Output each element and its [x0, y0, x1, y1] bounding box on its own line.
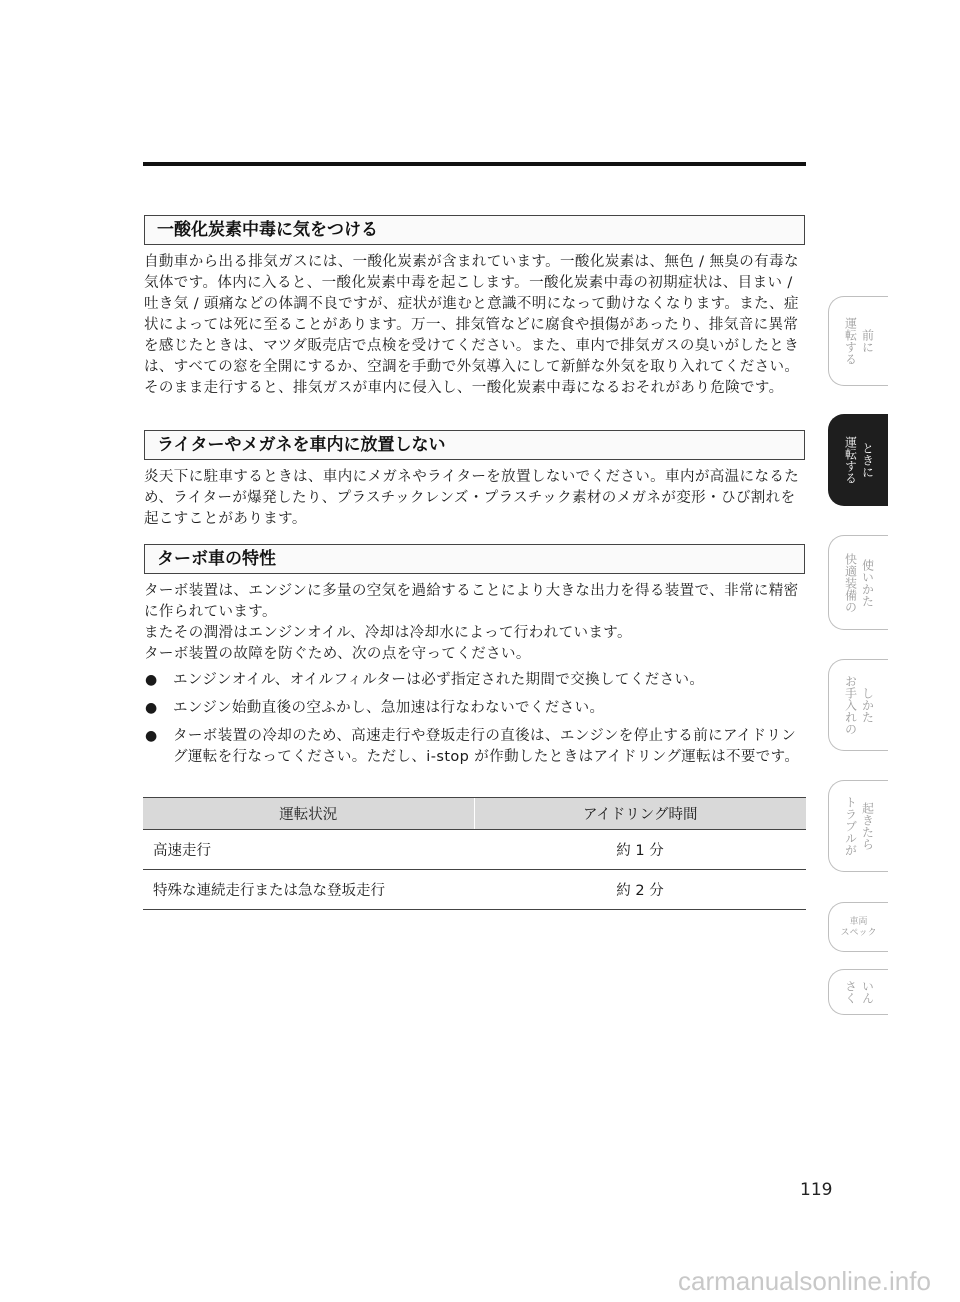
side-tab-label: 前に — [860, 329, 875, 353]
bullet-text: エンジンオイル、オイルフィルターは必ず指定された期間で交換してください。 — [173, 672, 705, 688]
turbo-instruction-line: ターボ装置の故障を防ぐため、次の点を守ってください。 — [144, 646, 531, 662]
list-item — [144, 670, 808, 691]
bullet-icon: ● — [145, 728, 158, 744]
watermark: carmanualsonline.info — [678, 1266, 931, 1296]
turbo-lubrication-line: またその潤滑はエンジンオイル、冷却は冷却水によって行われています。 — [144, 625, 632, 641]
bullet-icon: ● — [145, 700, 158, 716]
side-tab-label: 運転する — [843, 317, 858, 365]
side-tab-index[interactable] — [828, 969, 888, 1015]
side-tab-label: しかた — [860, 687, 875, 723]
table-row — [143, 830, 806, 870]
side-tab-label: 快適装備の — [843, 552, 858, 613]
side-tab-label: お手入れの — [843, 675, 858, 735]
table-cell: 高速走行 — [143, 830, 474, 870]
section-heading-co-poisoning: 一酸化炭素中毒に気をつける — [144, 215, 805, 245]
side-tab-troubleshooting[interactable] — [828, 780, 888, 872]
bullet-icon: ● — [145, 672, 158, 688]
table-cell: 約 2 分 — [474, 870, 806, 910]
column-header-idling-time: アイドリング時間 — [474, 798, 806, 830]
side-tab-label: さく — [843, 980, 858, 1004]
section-heading-lighter-glasses: ライターやメガネを車内に放置しない — [144, 430, 805, 460]
side-tab-label: スペック — [840, 927, 877, 938]
side-tab-label: ときに — [860, 442, 875, 478]
table-row — [143, 870, 806, 910]
column-header-condition: 運転状況 — [143, 798, 474, 830]
idling-time-table — [143, 797, 806, 910]
side-tab-vehicle-spec[interactable] — [828, 902, 888, 952]
turbo-intro-line: ターボ装置は、エンジンに多量の空気を過給することにより大きな出力を得る装置で、非常に精密に作られています。 — [144, 583, 799, 620]
side-tab-maintenance[interactable] — [828, 659, 888, 751]
top-rule — [143, 162, 806, 166]
turbo-bullet-list — [144, 670, 808, 775]
side-tab-label: いん — [860, 980, 875, 1004]
bullet-text: エンジン始動直後の空ふかし、急加速は行なわないでください。 — [173, 700, 605, 716]
side-tab-label: 運転する — [843, 436, 858, 484]
section-body-co-poisoning: 自動車から出る排気ガスには、一酸化炭素が含まれています。一酸化炭素は、無色 / 無臭の有毒な気体です。体内に入ると、一酸化炭素中毒を起こします。一酸化炭素中毒の初期症状は、目まい / 吐き気 / 頭痛などの体調不良ですが、症状が進むと意識不明になって動けなくなります。また、症状によっては死に至ることがあります。万一、排気管などに腐食や損傷があったり、排気音に異常を感じたときは、マツダ販売店で点検を受けてください。また、車内で排気ガスの臭いがしたときは、すべての窓を全開にするか、空調を手動で外気導入にして新鮮な外気を取り入れてください。そのまま走行すると、排気ガスが車内に侵入し、一酸化炭素中毒になるおそれがあり危険です。 — [144, 254, 800, 396]
side-tab-label: 使いかた — [860, 558, 875, 607]
section-heading-turbo: ターボ車の特性 — [144, 544, 805, 574]
list-item — [144, 726, 808, 768]
side-tab-label: 車両 — [849, 916, 868, 927]
side-tab-label: 起きたら — [860, 802, 875, 850]
table-header-row — [143, 798, 806, 830]
table-cell: 特殊な連続走行または急な登坂走行 — [143, 870, 474, 910]
side-tab-comfort-features[interactable] — [828, 535, 888, 630]
side-tab-before-driving[interactable] — [828, 296, 888, 386]
list-item — [144, 698, 808, 719]
page-number: 119 — [800, 1180, 833, 1200]
side-tab-label: トラブルが — [843, 796, 858, 856]
side-tab-while-driving[interactable] — [828, 414, 888, 506]
table-cell: 約 1 分 — [474, 830, 806, 870]
section-body-lighter-glasses: 炎天下に駐車するときは、車内にメガネやライターを放置しないでください。車内が高温になるため、ライターが爆発したり、プラスチックレンズ・プラスチック素材のメガネが変形・ひび割れを起こすことがあります。 — [144, 469, 800, 527]
bullet-text: ターボ装置の冷却のため、高速走行や登坂走行の直後は、エンジンを停止する前にアイドリング運転を行なってください。ただし、i-stop が作動したときはアイドリング運転は不要です。 — [173, 728, 800, 765]
